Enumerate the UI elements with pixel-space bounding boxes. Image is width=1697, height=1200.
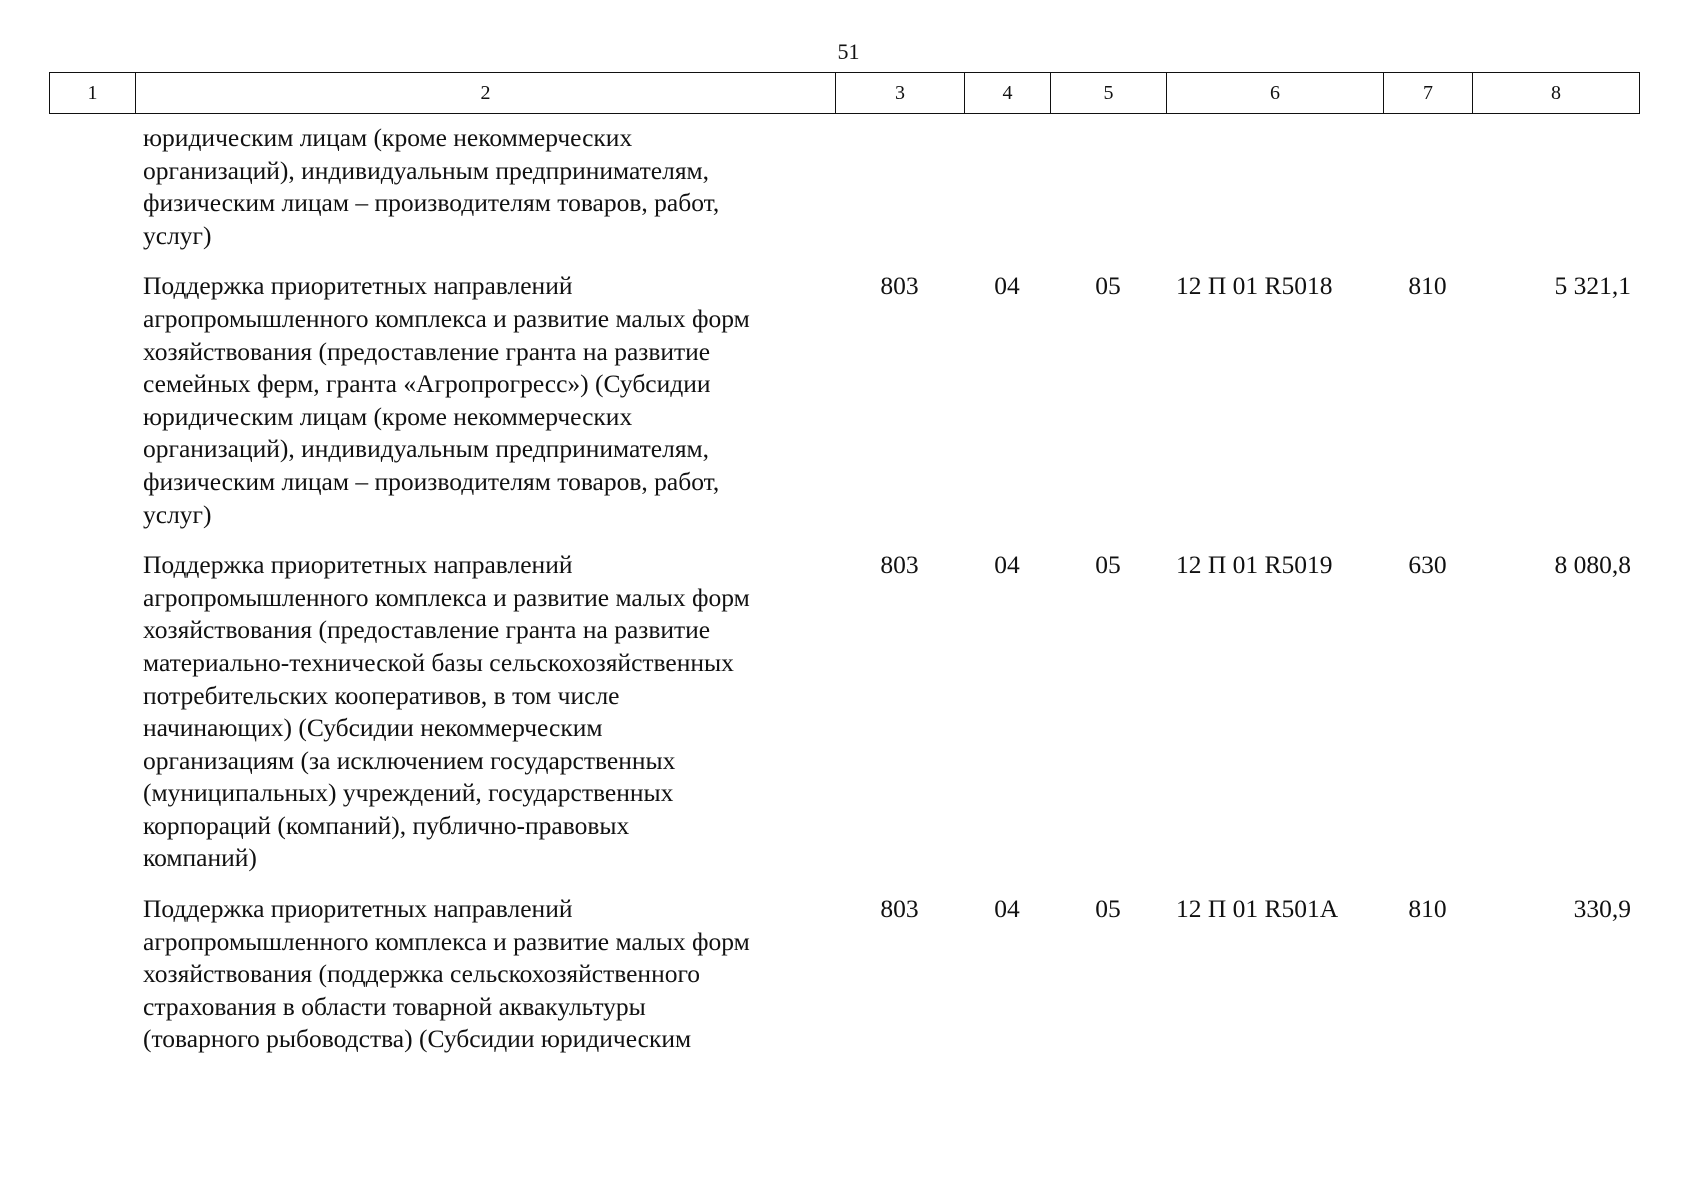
column-header-5: 5 xyxy=(1051,73,1167,114)
grbs-cell: 803 xyxy=(880,271,919,301)
grbs-cell: 803 xyxy=(880,550,919,580)
expense-type-cell: 810 xyxy=(1408,894,1447,924)
expense-type-cell xyxy=(1383,122,1472,270)
description-line: юридическим лицам (кроме некоммерческих xyxy=(143,123,633,152)
description-line: агропромышленного комплекса и развитие малых форм xyxy=(143,582,750,612)
amount-cell: 330,9 xyxy=(1573,894,1631,924)
description-line: юридическим лицам (кроме некоммерческих xyxy=(143,401,633,431)
table-row xyxy=(49,893,1639,1056)
page-number: 51 xyxy=(837,39,860,64)
row-description xyxy=(49,549,835,893)
razdel-cell: 04 xyxy=(994,550,1020,580)
description-line: потребительских кооперативов, в том числе xyxy=(143,680,620,710)
amount-cell: 8 080,8 xyxy=(1554,550,1631,580)
column-number-header xyxy=(49,72,1640,114)
description-line: семейных ферм, гранта «Агропрогресс») (Субсидии xyxy=(143,369,711,399)
description-line: хозяйствования (предоставление гранта на развитие xyxy=(143,615,711,645)
column-header-8: 8 xyxy=(1473,73,1640,114)
table-row xyxy=(49,122,1639,270)
razdel-cell: 04 xyxy=(994,271,1020,301)
column-header-4: 4 xyxy=(965,73,1051,114)
amount-cell: 5 321,1 xyxy=(1554,271,1631,301)
description-line: физическим лицам – производителям товаров, работ, xyxy=(143,466,720,496)
table-row xyxy=(49,549,1639,893)
description-line: Поддержка приоритетных направлений xyxy=(143,271,573,301)
description-line: организациям (за исключением государственных xyxy=(143,745,676,775)
description-line: начинающих) (Субсидии некоммерческим xyxy=(143,713,603,743)
description-line: хозяйствования (поддержка сельскохозяйственного xyxy=(143,959,701,989)
target-article-cell: 12 П 01 R501А xyxy=(1176,894,1339,924)
description-line: услуг) xyxy=(143,499,212,529)
amount-cell xyxy=(1472,122,1639,270)
podrazdel-cell: 05 xyxy=(1095,550,1121,580)
podrazdel-cell: 05 xyxy=(1095,894,1121,924)
description-line: Поддержка приоритетных направлений xyxy=(143,550,573,580)
description-line: организаций), индивидуальным предпринимателям, xyxy=(143,155,710,185)
expense-type-cell: 630 xyxy=(1408,550,1447,580)
description-line: агропромышленного комплекса и развитие малых форм xyxy=(143,303,750,333)
grbs-cell: 803 xyxy=(880,894,919,924)
column-header-6: 6 xyxy=(1167,73,1384,114)
table-row xyxy=(49,270,1639,549)
row-description xyxy=(49,270,835,549)
description-line: страхования в области товарной аквакультуры xyxy=(143,991,646,1021)
description-line: (муниципальных) учреждений, государственных xyxy=(143,778,674,808)
expense-type-cell: 810 xyxy=(1408,271,1447,301)
row-description xyxy=(49,122,835,270)
row-description xyxy=(49,893,835,1056)
description-line: хозяйствования (предоставление гранта на развитие xyxy=(143,336,711,366)
column-header-2: 2 xyxy=(136,73,836,114)
description-line: компаний) xyxy=(143,843,257,873)
description-line: Поддержка приоритетных направлений xyxy=(143,894,573,924)
column-header-1: 1 xyxy=(50,73,136,114)
budget-table-body xyxy=(49,122,1639,1056)
podrazdel-cell xyxy=(1050,122,1166,270)
description-line: организаций), индивидуальным предпринимателям, xyxy=(143,434,710,464)
description-line: физическим лицам – производителям товаров, работ, xyxy=(143,188,720,218)
target-article-cell: 12 П 01 R5019 xyxy=(1176,550,1333,580)
razdel-cell: 04 xyxy=(994,894,1020,924)
description-line: услуг) xyxy=(143,220,212,250)
description-line: (товарного рыбоводства) (Субсидии юридическим xyxy=(143,1024,692,1054)
razdel-cell xyxy=(964,122,1050,270)
description-line: корпораций (компаний), публично-правовых xyxy=(143,810,630,840)
description-line: материально-технической базы сельскохозяйственных xyxy=(143,647,734,677)
description-line: агропромышленного комплекса и развитие малых форм xyxy=(143,926,750,956)
target-article-cell: 12 П 01 R5018 xyxy=(1176,271,1333,301)
target-article-cell xyxy=(1166,122,1383,270)
column-header-3: 3 xyxy=(836,73,965,114)
column-header-7: 7 xyxy=(1384,73,1473,114)
grbs-cell xyxy=(835,122,964,270)
podrazdel-cell: 05 xyxy=(1095,271,1121,301)
